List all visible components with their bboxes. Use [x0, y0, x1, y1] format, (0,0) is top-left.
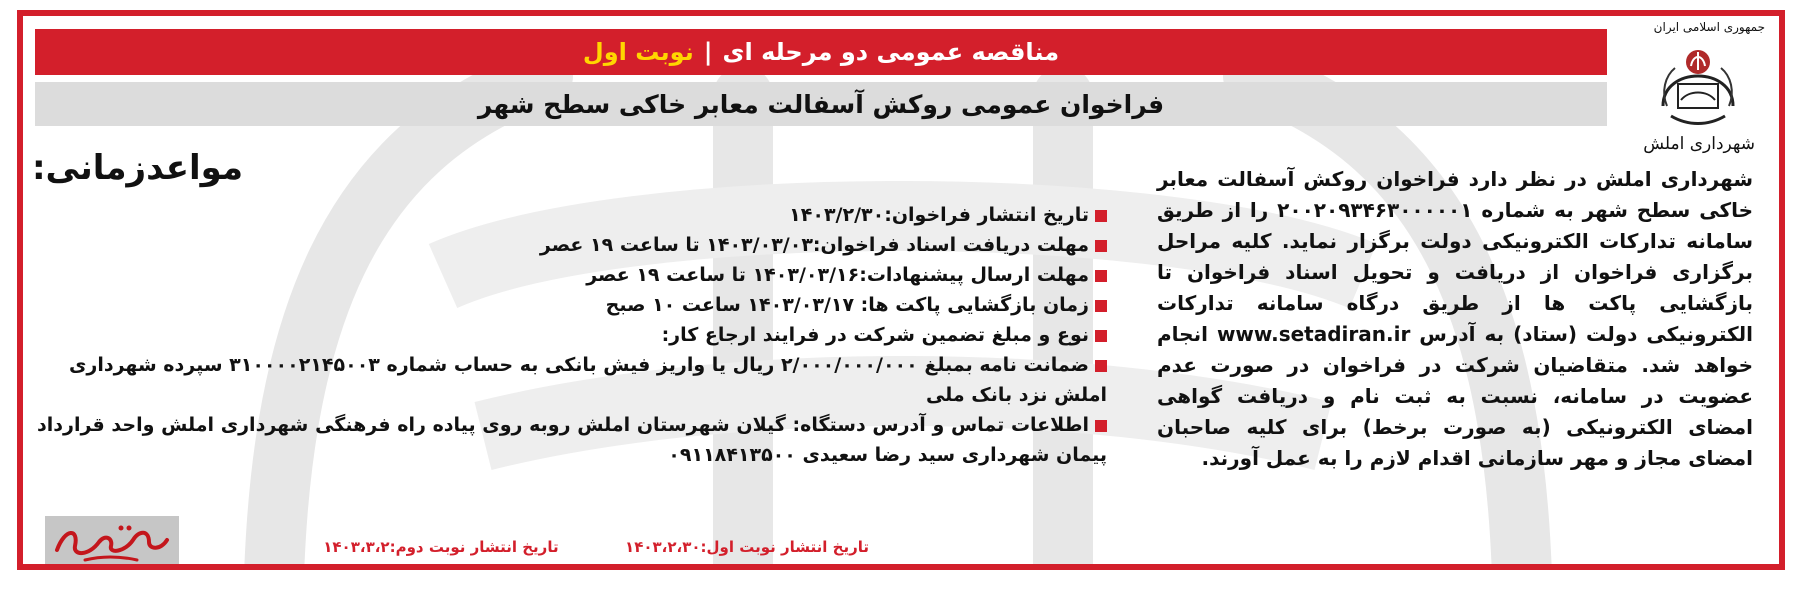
bullet-icon: [1095, 360, 1107, 372]
emblem-icon: [1653, 36, 1743, 132]
bullet-icon: [1095, 210, 1107, 222]
round-label: نوبت اول: [582, 38, 694, 66]
municipality-logo: [1623, 18, 1773, 158]
list-item: ضمانت نامه بمبلغ ۲/۰۰۰/۰۰۰/۰۰۰ ریال یا واریز فیش بانکی به حساب شماره ۳۱۰۰۰۰۲۱۴۵۰۰۳ سپرده شهرداری املش نزد بانک ملی: [69, 354, 1107, 406]
country-name: جمهوری اسلامی ایران: [1653, 20, 1765, 34]
title-separator: |: [703, 38, 713, 66]
bullet-icon: [1095, 330, 1107, 342]
ad-frame: [17, 10, 1785, 570]
list-item: اطلاعات تماس و آدرس دستگاه: گیلان شهرستان املش روبه روی پیاده راه فرهنگی شهرداری املش واحد قرارداد پیمان شهرداری سید رضا سعیدی ۰۹۱۱۸۴۱۳۵۰۰: [37, 414, 1107, 466]
title-banner: [35, 29, 1607, 75]
bullet-icon: [1095, 420, 1107, 432]
list-item: تاریخ انتشار فراخوان:۱۴۰۳/۲/۳۰: [37, 200, 1107, 230]
list-item: زمان بازگشایی پاکت ها: ۱۴۰۳/۰۳/۱۷ ساعت ۱۰ صبح: [37, 290, 1107, 320]
list-item: نوع و مبلغ تضمین شرکت در فرایند ارجاع کار:: [37, 320, 1107, 350]
schedule-heading: مواعدزمانی:: [31, 148, 243, 188]
bullet-icon: [1095, 300, 1107, 312]
subtitle-banner: [35, 82, 1607, 126]
list-item: مهلت ارسال پیشنهادات:۱۴۰۳/۰۳/۱۶ تا ساعت ۱۹ عصر: [37, 260, 1107, 290]
second-publication-date: تاریخ انتشار نوبت دوم:۱۴۰۳،۳،۲: [323, 538, 559, 556]
subtitle: فراخوان عمومی روکش آسفالت معابر خاکی سطح شهر: [477, 89, 1165, 119]
bullet-icon: [1095, 270, 1107, 282]
announcement-body: شهرداری املش در نظر دارد فراخوان روکش آسفالت معابر خاکی سطح شهر به شماره ۲۰۰۲۰۹۳۴۶۳۰۰۰۰۰۱ را از طریق سامانه تدارکات الکترونیکی دولت برگزار نماید. کلیه مراحل برگزاری فراخوان از دریافت و تحویل اسناد فراخوان تا بازگشایی پاکت ها از طریق درگاه سامانه تدارکات الکترونیکی دولت (ستاد) به آدرس www.setadiran.ir انجام خواهد شد. متقاضیان شرکت در فراخوان در صورت عدم عضویت در سامانه، نسبت به ثبت نام و دریافت گواهی امضای الکترونیکی (به صورت برخط) برای کلیه صاحبان امضای مجاز و مهر سازمانی اقدام لازم را به عمل آورند.: [1157, 167, 1753, 470]
newspaper-logo: [45, 516, 179, 568]
tender-type: مناقصه عمومی دو مرحله ای: [722, 38, 1060, 66]
schedule-list: [37, 200, 1107, 470]
list-item: مهلت دریافت اسناد فراخوان:۱۴۰۳/۰۳/۰۳ تا ساعت ۱۹ عصر: [37, 230, 1107, 260]
first-publication-date: تاریخ انتشار نوبت اول:۱۴۰۳،۲،۳۰: [625, 538, 869, 556]
publication-dates: [269, 538, 869, 556]
municipality-name: شهرداری املش: [1643, 134, 1755, 154]
newspaper-logo-icon: [45, 516, 179, 568]
bullet-icon: [1095, 240, 1107, 252]
